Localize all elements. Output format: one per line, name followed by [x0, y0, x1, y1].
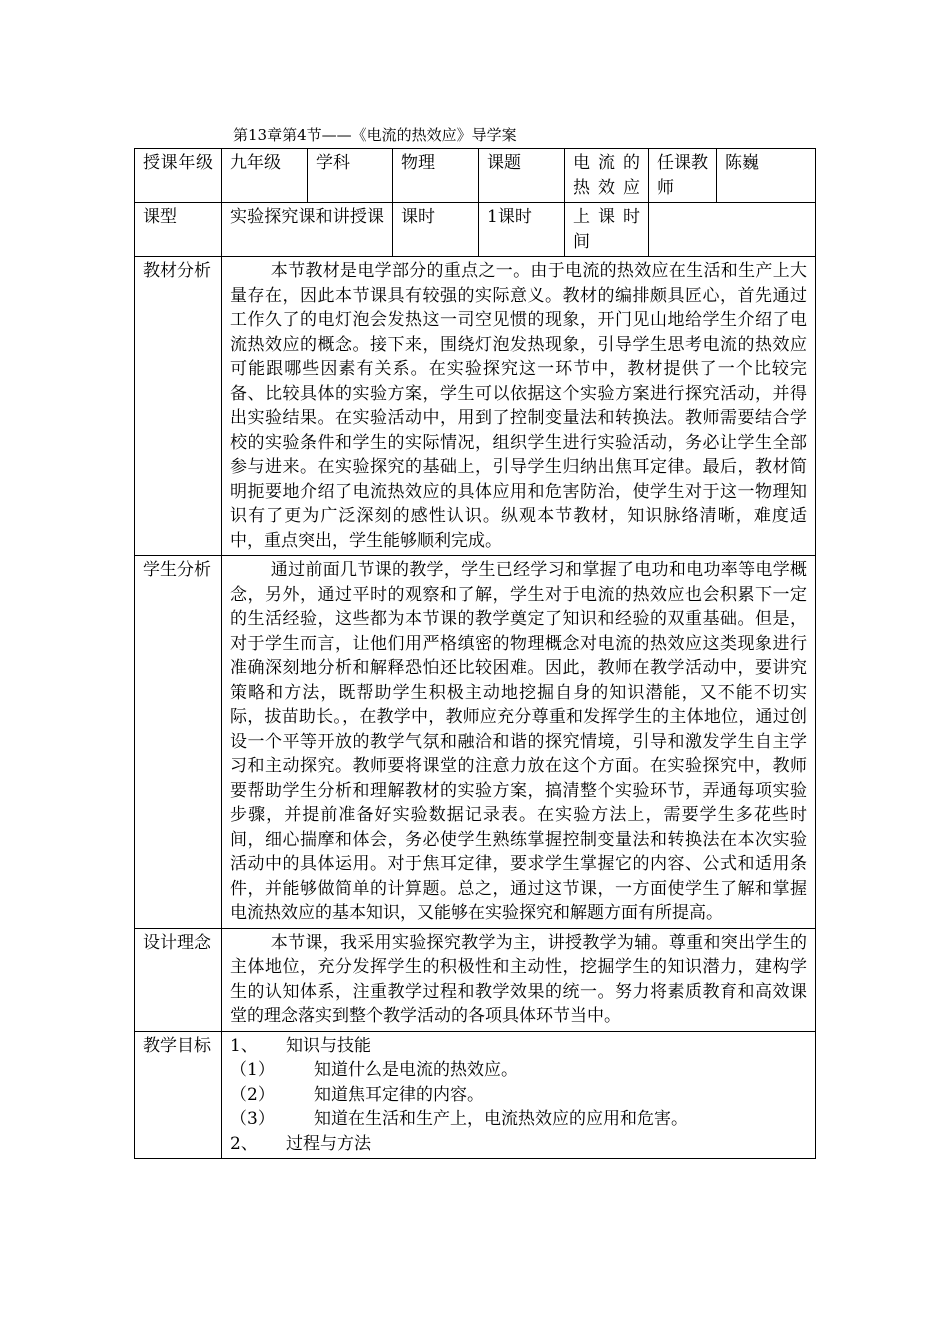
topic-value: 电流的热效应: [565, 149, 649, 203]
hours-label: 课时: [393, 203, 479, 257]
goals-row: [135, 1031, 816, 1159]
lesson-plan-table: [134, 148, 816, 1159]
grade-value: 九年级: [222, 149, 308, 203]
goals-list: [222, 1031, 816, 1159]
header-row-2: [135, 203, 816, 257]
subject-label: 学科: [308, 149, 393, 203]
teacher-value: 陈巍: [717, 149, 816, 203]
material-row: [135, 257, 816, 556]
material-label: 教材分析: [135, 257, 222, 556]
student-row: [135, 556, 816, 929]
grade-label: 授课年级: [135, 149, 222, 203]
student-text: 通过前面几节课的教学，学生已经学习和掌握了电功和电功率等电学概念，另外，通过平时的观察和了解，学生对于电流的热效应也会积累下一定的生活经验，这些都为本节课的教学奠定了知识和经验的双重基础。但是，对于学生而言，让他们用严格缜密的物理概念对电流的热效应这类现象进行准确深刻地分析和解释恐怕还比较困难。因此，教师在教学活动中，要讲究策略和方法，既帮助学生积极主动地挖掘自身的知识潜能，又不能不切实际，拔苗助长。，在教学中，教师应充分尊重和发挥学生的主体地位，通过创设一个平等开放的教学气氛和融洽和谐的探究情境，引导和激发学生自主学习和主动探究。教师要将课堂的注意力放在这个方面。在实验探究中，教师要帮助学生分析和理解教材的实验方案，搞清整个实验环节，弄通每项实验步骤，并提前准备好实验数据记录表。在实验方法上，需要学生多花些时间，细心揣摩和体会，务必使学生熟练掌握控制变量法和转换法在本次实验活动中的具体运用。对于焦耳定律，要求学生掌握它的内容、公式和适用条件，并能够做简单的计算题。总之，通过这节课，一方面使学生了解和掌握电流热效应的基本知识，又能够在实验探究和解题方面有所提高。: [230, 560, 807, 923]
hours-value: 1课时: [479, 203, 565, 257]
design-row: [135, 928, 816, 1031]
design-text: 本节课，我采用实验探究教学为主，讲授教学为辅。尊重和突出学生的主体地位，充分发挥学生的积极性和主动性，挖掘学生的知识潜力，建构学生的认知体系，注重教学过程和教学效果的统一。努力将素质教育和高效课堂的理念落实到整个教学活动的各项具体环节当中。: [230, 932, 807, 1026]
header-row-1: [135, 149, 816, 203]
teacher-label: 任课教师: [649, 149, 717, 203]
goal-item: （2） 知道焦耳定律的内容。: [230, 1084, 484, 1105]
goal-item: （1） 知道什么是电流的热效应。: [230, 1060, 518, 1080]
goal-item: 1、 知识与技能: [230, 1035, 371, 1056]
material-text: 本节教材是电学部分的重点之一。由于电流的热效应在生活和生产上大量存在，因此本节课具有较强的实际意义。教材的编排颇具匠心，首先通过工作久了的电灯泡会发热这一司空见惯的现象，开门见山地给学生介绍了电流热效应的概念。接下来，围绕灯泡发热现象，引导学生思考电流的热效应可能跟哪些因素有关系。在实验探究这一环节中，教材提供了一个比较完备、比较具体的实验方案，学生可以依据这个实验方案进行探究活动，并得出实验结果。在实验活动中，用到了控制变量法和转换法。教师需要结合学校的实验条件和学生的实际情况，组织学生进行实验活动，务必让学生全部参与进来。在实验探究的基础上，引导学生归纳出焦耳定律。最后，教材简明扼要地介绍了电流热效应的具体应用和危害防治，使学生对于这一物理知识有了更为广泛深刻的感性认识。纵观本节教材，知识脉络清晰，难度适中，重点突出，学生能够顺利完成。: [230, 261, 807, 551]
document-title: 第13章第4节——《电流的热效应》导学案: [233, 126, 517, 144]
design-label: 设计理念: [135, 928, 222, 1031]
goal-item: 2、 过程与方法: [230, 1133, 371, 1154]
subject-value: 物理: [393, 149, 479, 203]
time-label: 上课时间: [565, 203, 649, 257]
type-label: 课型: [135, 203, 222, 257]
topic-label: 课题: [479, 149, 565, 203]
goals-label: 教学目标: [135, 1031, 222, 1159]
time-value: [649, 203, 816, 257]
goal-item: （3） 知道在生活和生产上，电流热效应的应用和危害。: [230, 1109, 688, 1129]
student-label: 学生分析: [135, 556, 222, 929]
type-value: 实验探究课和讲授课: [222, 203, 393, 257]
